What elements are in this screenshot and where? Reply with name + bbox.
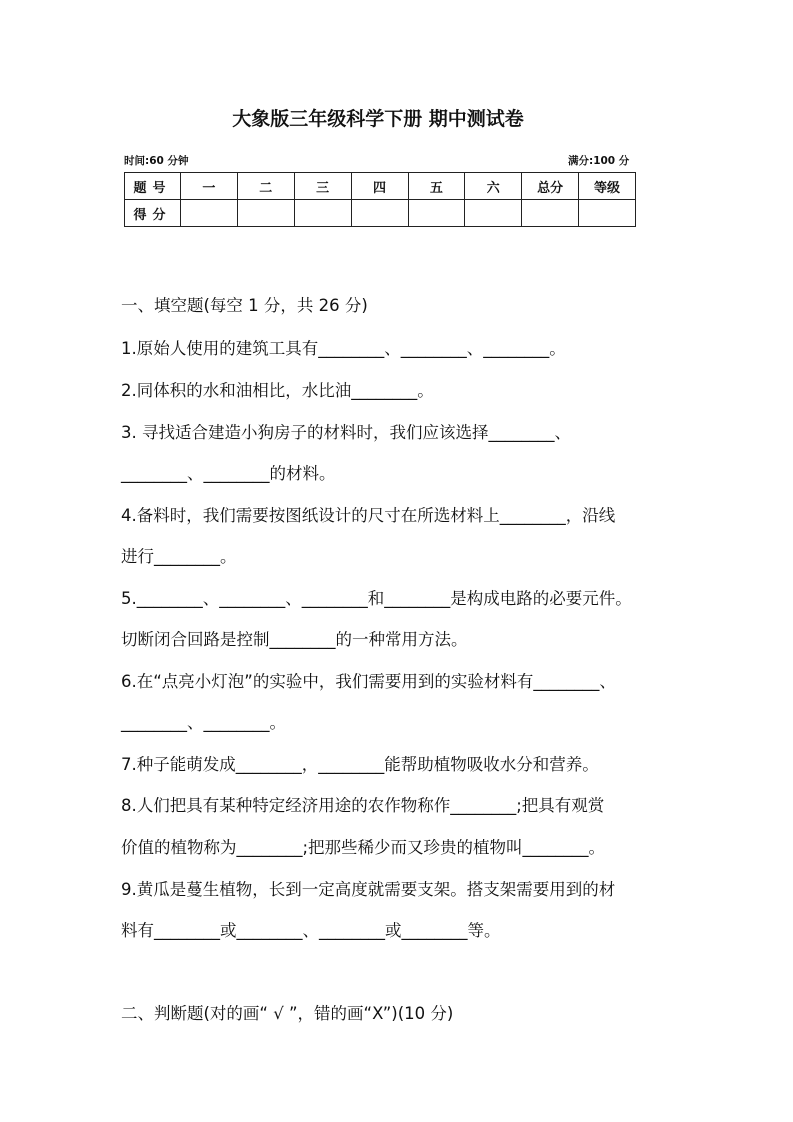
score-cell[interactable] [522, 200, 579, 227]
question-9-line-1: 9.黄瓜是蔓生植物，长到一定高度就需要支架。搭支架需要用到的材 [121, 880, 616, 899]
score-table-col-4: 四 [351, 173, 408, 200]
score-cell[interactable] [181, 200, 238, 227]
question-6-line-1: 6.在“点亮小灯泡”的实验中，我们需要用到的实验材料有________、 [121, 672, 616, 691]
section-1-title: 一、填空题(每空 1 分，共 26 分) [121, 296, 368, 315]
exam-full-score: 满分:100 分 [568, 155, 630, 167]
question-7: 7.种子能萌发成________，________能帮助植物吸收水分和营养。 [121, 755, 599, 774]
score-table-header-row [125, 173, 636, 200]
section-2-title: 二、判断题(对的画“ √ ”，错的画“X”)(10 分) [121, 1004, 454, 1023]
score-cell[interactable] [579, 200, 636, 227]
score-table-col-6: 六 [465, 173, 522, 200]
score-table-col-grade: 等级 [579, 173, 636, 200]
score-cell[interactable] [294, 200, 351, 227]
question-5-line-1: 5.________、________、________和________是构成电路的必要元件。 [121, 589, 632, 608]
question-3-line-2: ________、________的材料。 [121, 464, 336, 483]
exam-time: 时间:60 分钟 [124, 155, 189, 167]
score-table-col-total: 总分 [522, 173, 579, 200]
question-6-line-2: ________、________。 [121, 713, 286, 732]
score-cell[interactable] [237, 200, 294, 227]
question-8-line-2: 价值的植物称为________;把那些稀少而又珍贵的植物叫________。 [121, 838, 606, 857]
question-9-line-2: 料有________或________、________或________等。 [121, 921, 501, 940]
question-5-line-2: 切断闭合回路是控制________的一种常用方法。 [121, 630, 468, 649]
question-8-line-1: 8.人们把具有某种特定经济用途的农作物称作________;把具有观赏 [121, 796, 605, 815]
score-table-score-row [125, 200, 636, 227]
score-table-col-2: 二 [237, 173, 294, 200]
score-table-header-label: 题号 [125, 173, 181, 200]
score-table-score-label: 得分 [125, 200, 181, 227]
score-table-col-5: 五 [408, 173, 465, 200]
score-cell[interactable] [465, 200, 522, 227]
score-cell[interactable] [408, 200, 465, 227]
score-table-col-1: 一 [181, 173, 238, 200]
question-1: 1.原始人使用的建筑工具有________、________、________。 [121, 339, 566, 358]
exam-title: 大象版三年级科学下册 期中测试卷 [232, 108, 524, 130]
question-4-line-1: 4.备料时，我们需要按图纸设计的尺寸在所选材料上________，沿线 [121, 506, 616, 525]
score-table [124, 172, 636, 227]
score-table-col-3: 三 [294, 173, 351, 200]
question-2: 2.同体积的水和油相比，水比油________。 [121, 381, 434, 400]
question-3-line-1: 3. 寻找适合建造小狗房子的材料时，我们应该选择________、 [121, 423, 571, 442]
question-4-line-2: 进行________。 [121, 547, 237, 566]
score-cell[interactable] [351, 200, 408, 227]
